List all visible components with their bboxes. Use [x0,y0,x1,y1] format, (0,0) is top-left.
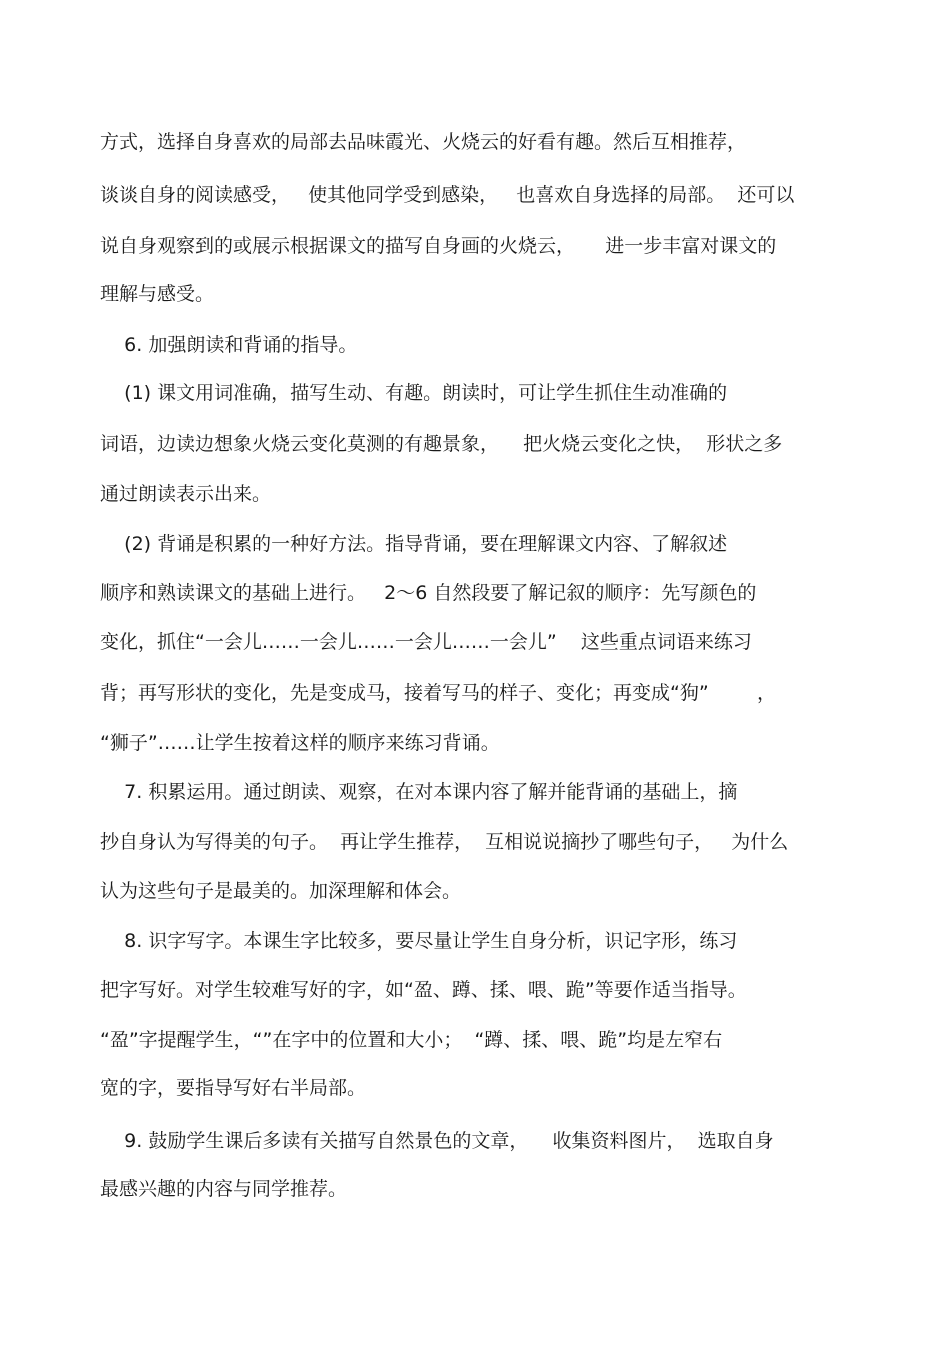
text-line: “狮子”……让学生按着这样的顺序来练习背诵。 [100,732,500,754]
text-line: 理解与感受。 [100,283,215,305]
text-line: 背；再写形状的变化，先是变成马，接着写马的样子、变化；再变成“狗” ， [100,682,777,704]
text-line: 8. 识字写字。本课生字比较多，要尽量让学生自身分析，识记字形，练习 [100,930,738,952]
text-line: 宽的字，要指导写好右半局部。 [100,1077,367,1099]
text-line: 说自身观察到的或展示根据课文的描写自身画的火烧云， 进一步丰富对课文的 [100,235,777,257]
text-line: 9. 鼓励学生课后多读有关描写自然景色的文章， 收集资料图片， 选取自身 [100,1130,774,1152]
text-line: 6. 加强朗读和背诵的指导。 [100,334,358,356]
text-line: 变化，抓住“一会儿……一会儿……一会儿……一会儿” 这些重点词语来练习 [100,631,752,653]
text-line: 抄自身认为写得美的句子。 再让学生推荐， 互相说说摘抄了哪些句子， 为什么 [100,831,789,853]
text-line: 7. 积累运用。通过朗读、观察，在对本课内容了解并能背诵的基础上，摘 [100,781,738,803]
text-line: (1) 课文用词准确，描写生动、有趣。朗读时，可让学生抓住生动准确的 [100,382,728,404]
text-line: 顺序和熟读课文的基础上进行。 2～6 自然段要了解记叙的顺序：先写颜色的 [100,582,757,604]
text-line: 谈谈自身的阅读感受， 使其他同学受到感染， 也喜欢自身选择的局部。 还可以 [100,184,795,206]
text-line: 认为这些句子是最美的。加深理解和体会。 [100,880,462,902]
text-line: 最感兴趣的内容与同学推荐。 [100,1178,348,1200]
text-line: 方式，选择自身喜欢的局部去品味霞光、火烧云的好看有趣。然后互相推荐， [100,131,747,153]
text-line: 把字写好。对学生较难写好的字，如“盈、蹲、揉、喂、跪”等要作适当指导。 [100,979,747,1001]
text-line: 通过朗读表示出来。 [100,483,272,505]
text-line: 词语，边读边想象火烧云变化莫测的有趣景象， 把火烧云变化之快， 形状之多 [100,433,783,455]
text-line: (2) 背诵是积累的一种好方法。指导背诵，要在理解课文内容、了解叙述 [100,533,728,555]
text-line: “盈”字提醒学生，“”在字中的位置和大小； “蹲、揉、喂、跪”均是左窄右 [100,1029,723,1051]
